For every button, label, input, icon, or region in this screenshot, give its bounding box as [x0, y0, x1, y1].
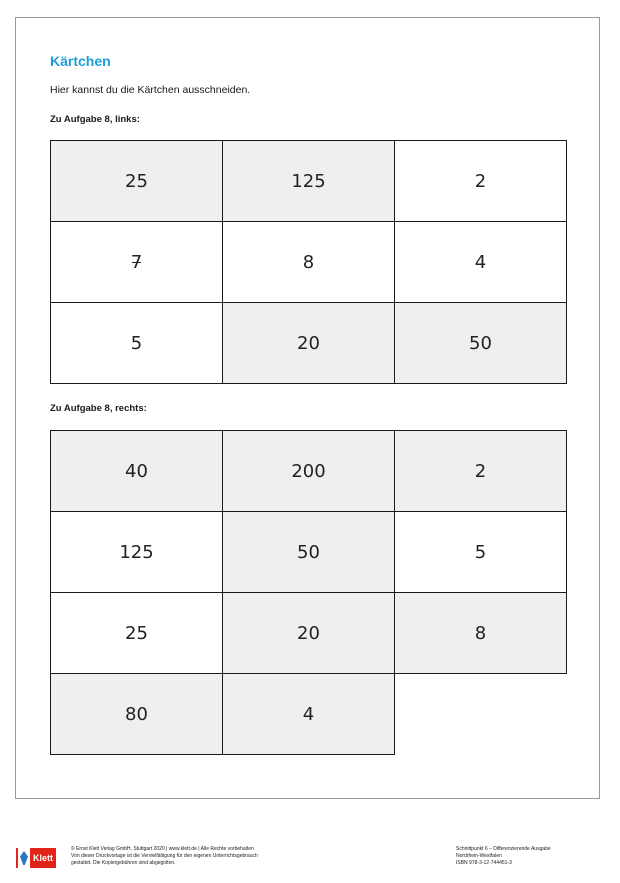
card-value: 2	[474, 170, 487, 192]
card-value: 50	[297, 541, 320, 563]
card-grid-links	[50, 140, 568, 384]
number-card	[50, 221, 222, 302]
footer-copyright	[71, 846, 258, 867]
card-value: 7	[130, 251, 143, 273]
card-value: 8	[302, 251, 315, 273]
number-card	[222, 511, 394, 592]
number-card	[394, 592, 567, 674]
card-value: 4	[474, 251, 487, 273]
number-card	[222, 302, 394, 384]
number-card	[394, 140, 567, 221]
number-card	[222, 430, 394, 511]
card-value: 20	[297, 622, 320, 644]
card-value: 2	[474, 460, 487, 482]
footer-line: Von dieser Druckvorlage ist die Vervielfältigung für den eigenen Unterrichtsgebrauch	[71, 853, 258, 859]
klett-leaf-icon	[18, 848, 30, 868]
page-title: Kärtchen	[50, 53, 111, 69]
number-card	[222, 140, 394, 221]
footer-line: Nordrhein-Westfalen	[456, 853, 502, 859]
klett-logo	[16, 848, 56, 868]
card-value: 8	[474, 622, 487, 644]
card-value: 200	[291, 460, 326, 482]
card-value: 5	[130, 332, 143, 354]
intro-text: Hier kannst du die Kärtchen ausschneiden.	[50, 84, 251, 96]
number-card	[50, 430, 222, 511]
number-card	[222, 673, 395, 755]
card-value: 80	[125, 703, 148, 725]
number-card	[50, 592, 222, 673]
number-card	[50, 511, 222, 592]
number-card	[394, 302, 567, 384]
number-card	[394, 221, 567, 302]
number-card	[222, 221, 394, 302]
card-grid-rechts	[50, 430, 568, 755]
number-card	[394, 430, 567, 511]
footer-line: ISBN 978-3-12-744451-3	[456, 860, 512, 866]
card-value: 25	[125, 622, 148, 644]
section-label-links: Zu Aufgabe 8, links:	[50, 114, 140, 125]
number-card	[50, 302, 222, 384]
number-card	[394, 511, 567, 592]
logo-text: Klett	[33, 853, 53, 863]
card-value: 40	[125, 460, 148, 482]
card-value: 125	[291, 170, 326, 192]
footer-book-info	[456, 846, 551, 867]
card-value: 125	[119, 541, 154, 563]
number-card	[50, 140, 222, 221]
card-value: 20	[297, 332, 320, 354]
card-value: 4	[302, 703, 315, 725]
footer-line: Schnittpunkt 6 – Differenzierende Ausgabe	[456, 846, 551, 852]
number-card	[222, 592, 394, 673]
footer-line: © Ernst Klett Verlag GmbH, Stuttgart 2020 | www.klett.de | Alle Rechte vorbehalten	[71, 846, 254, 852]
footer-line: gestattet. Die Kopiergebühren sind abgegolten.	[71, 860, 176, 866]
section-label-rechts: Zu Aufgabe 8, rechts:	[50, 403, 147, 414]
card-value: 5	[474, 541, 487, 563]
card-value: 50	[469, 332, 492, 354]
number-card	[50, 673, 222, 755]
card-value: 25	[125, 170, 148, 192]
